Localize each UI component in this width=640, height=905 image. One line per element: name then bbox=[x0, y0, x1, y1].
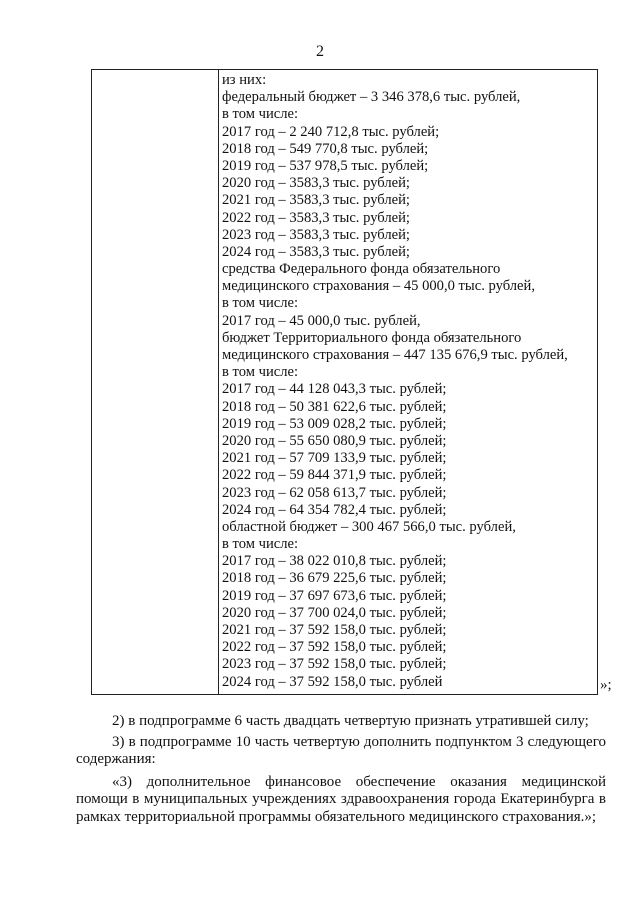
funding-line: 2022 год – 37 592 158,0 тыс. рублей; bbox=[222, 639, 447, 656]
funding-lines bbox=[219, 70, 597, 691]
funding-line: 2021 год – 37 592 158,0 тыс. рублей; bbox=[222, 622, 447, 638]
funding-line: 2022 год – 3583,3 тыс. рублей; bbox=[222, 209, 410, 226]
funding-line: медицинского страхования – 45 000,0 тыс. рублей, bbox=[222, 278, 535, 295]
paragraph-quoted-subitem: «3) дополнительное финансовое обеспечение оказания медицинской помощи в муниципальных учреждениях здравоохранения города Екатеринбурга в рамках территориальной программы обязательного медицинского страхования.»; bbox=[76, 773, 606, 825]
funding-line: 2020 год – 55 650 080,9 тыс. рублей; bbox=[222, 432, 447, 449]
page-number: 2 bbox=[316, 43, 324, 60]
funding-line: 2024 год – 37 592 158,0 тыс. рублей bbox=[222, 673, 443, 690]
amendment-paragraphs bbox=[76, 713, 606, 831]
funding-line: бюджет Территориального фонда обязательного bbox=[222, 329, 522, 346]
funding-line: в том числе: bbox=[222, 536, 299, 553]
funding-line: 2017 год – 44 128 043,3 тыс. рублей; bbox=[222, 381, 447, 398]
closing-quote-mark: »; bbox=[600, 677, 612, 693]
funding-line: медицинского страхования – 447 135 676,9 тыс. рублей, bbox=[222, 347, 568, 363]
table-left-cell bbox=[92, 70, 219, 695]
funding-line: 2024 год – 64 354 782,4 тыс. рублей; bbox=[222, 501, 447, 518]
funding-line: в том числе: bbox=[222, 364, 299, 381]
funding-line: областной бюджет – 300 467 566,0 тыс. рублей, bbox=[222, 518, 516, 535]
funding-line: 2021 год – 3583,3 тыс. рублей; bbox=[222, 192, 410, 209]
funding-line: федеральный бюджет – 3 346 378,6 тыс. рублей, bbox=[222, 89, 521, 106]
funding-line: 2024 год – 3583,3 тыс. рублей; bbox=[222, 243, 410, 260]
funding-line: из них: bbox=[222, 72, 267, 88]
funding-line: в том числе: bbox=[222, 295, 299, 312]
funding-line: 2019 год – 37 697 673,6 тыс. рублей; bbox=[222, 587, 447, 604]
funding-line: в том числе: bbox=[222, 106, 299, 123]
funding-line: 2020 год – 37 700 024,0 тыс. рублей; bbox=[222, 604, 447, 621]
table-right-cell bbox=[219, 70, 598, 695]
funding-line: 2017 год – 38 022 010,8 тыс. рублей; bbox=[222, 553, 447, 570]
funding-line: 2019 год – 537 978,5 тыс. рублей; bbox=[222, 157, 429, 174]
funding-line: 2023 год – 3583,3 тыс. рублей; bbox=[222, 226, 410, 243]
funding-line: 2018 год – 549 770,8 тыс. рублей; bbox=[222, 140, 429, 157]
paragraph-item-3: 3) в подпрограмме 10 часть четвертую дополнить подпунктом 3 следующего содержания: bbox=[76, 733, 606, 767]
funding-line: 2017 год – 45 000,0 тыс. рублей, bbox=[222, 312, 421, 329]
funding-line: 2017 год – 2 240 712,8 тыс. рублей; bbox=[222, 123, 440, 140]
funding-line: средства Федерального фонда обязательного bbox=[222, 261, 501, 278]
funding-line: 2023 год – 37 592 158,0 тыс. рублей; bbox=[222, 656, 447, 673]
funding-line: 2018 год – 36 679 225,6 тыс. рублей; bbox=[222, 570, 447, 587]
table-row bbox=[92, 70, 598, 695]
funding-table bbox=[91, 69, 598, 695]
funding-line: 2020 год – 3583,3 тыс. рублей; bbox=[222, 175, 410, 192]
funding-line: 2023 год – 62 058 613,7 тыс. рублей; bbox=[222, 484, 447, 501]
paragraph-item-2: 2) в подпрограмме 6 часть двадцать четвертую признать утратившей силу; bbox=[112, 713, 589, 729]
funding-line: 2021 год – 57 709 133,9 тыс. рублей; bbox=[222, 450, 447, 467]
funding-line: 2018 год – 50 381 622,6 тыс. рублей; bbox=[222, 398, 447, 415]
funding-line: 2022 год – 59 844 371,9 тыс. рублей; bbox=[222, 467, 447, 484]
funding-line: 2019 год – 53 009 028,2 тыс. рублей; bbox=[222, 415, 447, 432]
